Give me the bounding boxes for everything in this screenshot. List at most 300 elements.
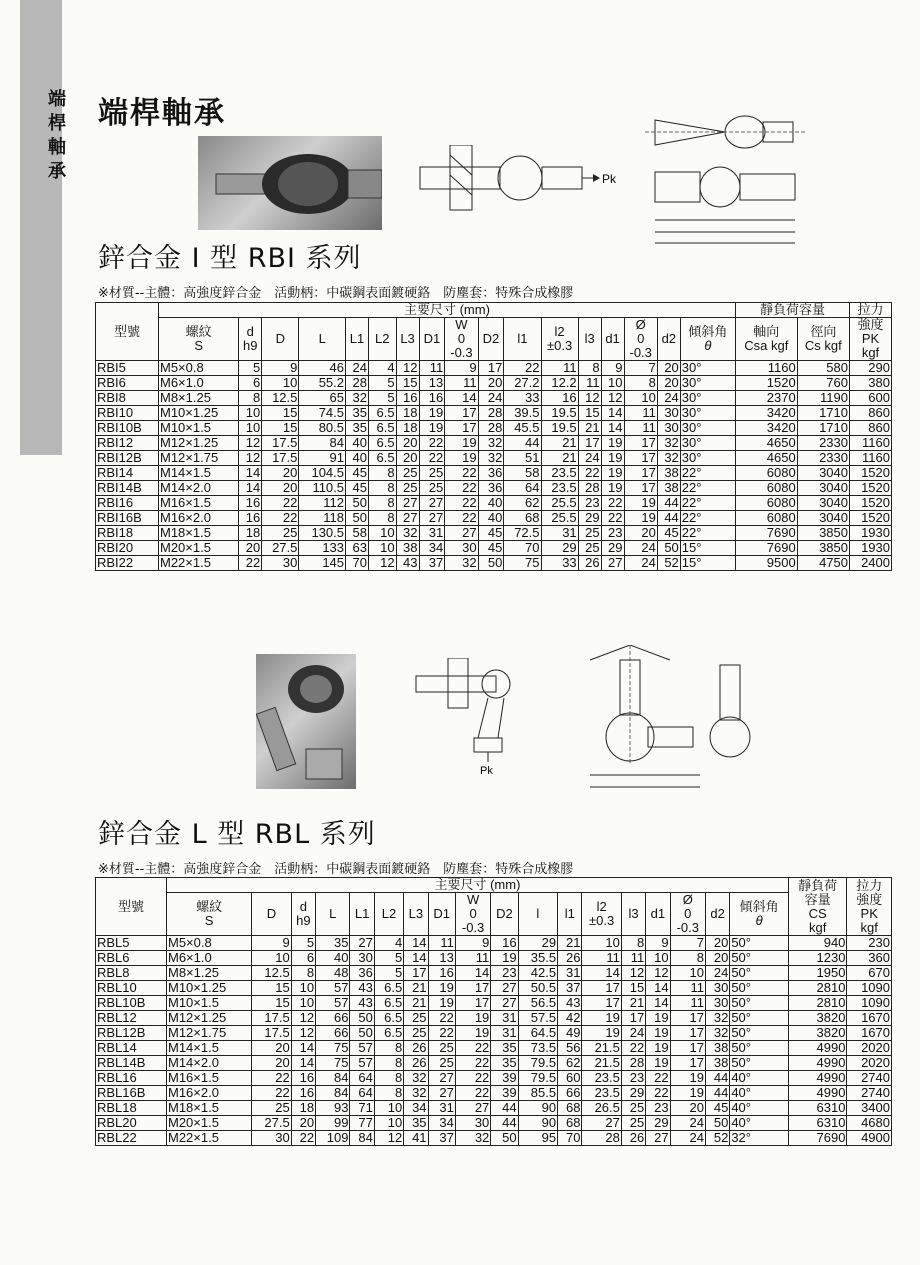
table-cell: 10	[252, 951, 291, 966]
table-cell: 57.5	[518, 1011, 557, 1026]
table-cell: 31	[491, 1026, 518, 1041]
table-cell: 16	[396, 391, 419, 406]
table-cell: 8	[374, 1041, 403, 1056]
rbl-col-d2: d2	[705, 893, 729, 936]
table-cell: 16	[428, 966, 455, 981]
table-cell: 84	[350, 1131, 374, 1146]
table-cell: 24	[670, 1131, 705, 1146]
table-row	[96, 1056, 892, 1071]
rbi-spec-table	[95, 302, 892, 571]
table-cell: 34	[419, 541, 445, 556]
table-cell: 40	[316, 951, 350, 966]
table-cell: RBI16B	[96, 511, 159, 526]
table-cell: 19	[624, 511, 657, 526]
rbi-col-L2: L2	[368, 318, 396, 361]
table-cell: RBL16B	[96, 1086, 167, 1101]
table-cell: 40	[478, 511, 504, 526]
table-cell: 22	[428, 1026, 455, 1041]
table-cell: 37	[428, 1131, 455, 1146]
rbl-col-l3: l3	[621, 893, 645, 936]
table-cell: 1090	[847, 996, 892, 1011]
table-cell: 25	[262, 526, 299, 541]
table-cell: 3850	[797, 526, 849, 541]
table-cell: 14	[601, 421, 624, 436]
table-cell: 32	[657, 436, 680, 451]
table-cell: 32	[445, 556, 478, 571]
table-cell: M12×1.25	[159, 436, 239, 451]
table-cell: 44	[657, 496, 680, 511]
table-cell: 17	[404, 966, 428, 981]
table-cell: 28	[582, 1131, 621, 1146]
table-cell: 9	[601, 361, 624, 376]
table-cell: 84	[316, 1086, 350, 1101]
table-cell: 19	[582, 1011, 621, 1026]
table-cell: 17	[582, 996, 621, 1011]
table-cell: 6.5	[374, 1011, 403, 1026]
table-cell: 39	[491, 1086, 518, 1101]
table-cell: 68	[558, 1116, 582, 1131]
table-row	[96, 1011, 892, 1026]
table-cell: 33	[504, 391, 541, 406]
table-row	[96, 936, 892, 951]
table-cell: 27	[419, 511, 445, 526]
table-cell: 79.5	[518, 1056, 557, 1071]
table-cell: 17	[670, 1041, 705, 1056]
table-cell: 2020	[847, 1041, 892, 1056]
table-cell: 10	[368, 526, 396, 541]
table-cell: 1520	[849, 511, 891, 526]
table-cell: 112	[299, 496, 346, 511]
table-cell: 26	[621, 1131, 645, 1146]
table-cell: 23	[578, 496, 601, 511]
table-cell: 23	[646, 1101, 670, 1116]
table-cell: 2400	[849, 556, 891, 571]
table-cell: 22	[419, 436, 445, 451]
table-cell: 84	[299, 436, 346, 451]
table-cell: RBL10B	[96, 996, 167, 1011]
table-cell: 8	[239, 391, 262, 406]
table-row	[96, 556, 892, 571]
table-cell: 8	[670, 951, 705, 966]
table-cell: 19.5	[541, 406, 578, 421]
table-cell: 37	[419, 556, 445, 571]
table-cell: 44	[491, 1116, 518, 1131]
table-cell: 27	[428, 1086, 455, 1101]
table-cell: 50°	[730, 996, 789, 1011]
table-row	[96, 981, 892, 996]
rbi-col-l1: l1	[504, 318, 541, 361]
table-cell: 8	[291, 966, 315, 981]
table-cell: 19	[419, 406, 445, 421]
table-cell: 760	[797, 376, 849, 391]
page-title: 端桿軸承	[98, 96, 226, 131]
table-row	[96, 1041, 892, 1056]
rbl-col-tilt: 傾斜角 θ	[730, 893, 789, 936]
table-cell: 32	[396, 526, 419, 541]
table-cell: 30°	[680, 421, 735, 436]
rbl-col-phi: Ø 0 -0.3	[670, 893, 705, 936]
table-cell: 31	[558, 966, 582, 981]
rbi-col-D: D	[262, 318, 299, 361]
table-cell: 17	[621, 1011, 645, 1026]
rbi-col-D2: D2	[478, 318, 504, 361]
table-cell: RBI22	[96, 556, 159, 571]
table-cell: 21.5	[582, 1041, 621, 1056]
table-cell: M6×1.0	[159, 376, 239, 391]
table-cell: 50°	[730, 936, 789, 951]
table-cell: 22°	[680, 466, 735, 481]
table-cell: 17	[624, 451, 657, 466]
rbl-col-d: d h9	[291, 893, 315, 936]
table-row	[96, 541, 892, 556]
rbl-col-model: 型號	[96, 878, 167, 936]
table-row	[96, 526, 892, 541]
table-cell: 10	[582, 936, 621, 951]
table-cell: RBL18	[96, 1101, 167, 1116]
table-cell: 44	[657, 511, 680, 526]
table-cell: 28	[478, 406, 504, 421]
table-cell: 43	[396, 556, 419, 571]
table-cell: 8	[368, 496, 396, 511]
table-cell: 44	[705, 1071, 729, 1086]
table-cell: 1090	[847, 981, 892, 996]
table-cell: 36	[478, 466, 504, 481]
table-cell: 30°	[680, 406, 735, 421]
table-row	[96, 996, 892, 1011]
table-cell: 52	[705, 1131, 729, 1146]
table-cell: 22	[262, 496, 299, 511]
table-cell: 32	[455, 1131, 490, 1146]
table-cell: 9	[262, 361, 299, 376]
table-cell: 6080	[735, 466, 797, 481]
table-cell: 70	[346, 556, 369, 571]
table-cell: 27	[428, 1071, 455, 1086]
table-cell: 25	[578, 526, 601, 541]
table-cell: 26	[578, 556, 601, 571]
table-cell: 1190	[797, 391, 849, 406]
table-cell: 10	[239, 406, 262, 421]
table-cell: 25	[396, 466, 419, 481]
table-row	[96, 391, 892, 406]
rbl-col-L1: L1	[350, 893, 374, 936]
table-cell: 22	[291, 1131, 315, 1146]
table-cell: 64	[350, 1086, 374, 1101]
table-cell: 22	[455, 1086, 490, 1101]
rbl-col-L3: L3	[404, 893, 428, 936]
table-cell: M14×1.5	[167, 1041, 252, 1056]
table-cell: M18×1.5	[159, 526, 239, 541]
table-cell: 45	[346, 466, 369, 481]
table-cell: 22°	[680, 481, 735, 496]
table-row	[96, 421, 892, 436]
table-cell: 43	[558, 996, 582, 1011]
table-cell: 8	[368, 481, 396, 496]
table-cell: 90	[518, 1101, 557, 1116]
rbl-col-thread: 螺紋 S	[167, 893, 252, 936]
table-cell: 1710	[797, 406, 849, 421]
table-cell: 20	[239, 541, 262, 556]
table-cell: 16	[291, 1086, 315, 1101]
table-cell: 11	[541, 361, 578, 376]
table-cell: 17	[670, 1056, 705, 1071]
table-cell: 56	[558, 1041, 582, 1056]
rbl-assembly-drawing	[408, 658, 518, 778]
table-cell: 29	[646, 1116, 670, 1131]
table-cell: 63	[346, 541, 369, 556]
table-cell: 16	[239, 511, 262, 526]
table-cell: 22	[646, 1086, 670, 1101]
table-cell: 4990	[788, 1041, 847, 1056]
table-cell: 22	[445, 481, 478, 496]
table-cell: 21	[404, 996, 428, 1011]
table-cell: 14	[291, 1056, 315, 1071]
table-cell: 50	[705, 1116, 729, 1131]
table-cell: 22	[252, 1086, 291, 1101]
table-row	[96, 1131, 892, 1146]
table-cell: RBI12	[96, 436, 159, 451]
table-cell: 380	[849, 376, 891, 391]
table-cell: 20	[252, 1041, 291, 1056]
table-cell: 35	[346, 406, 369, 421]
table-cell: 19	[601, 451, 624, 466]
table-cell: 22	[419, 451, 445, 466]
table-cell: 30	[657, 406, 680, 421]
table-row	[96, 466, 892, 481]
table-cell: 50°	[730, 1041, 789, 1056]
table-cell: M22×1.5	[167, 1131, 252, 1146]
table-cell: 44	[705, 1086, 729, 1101]
table-cell: 43	[350, 981, 374, 996]
table-cell: 2810	[788, 996, 847, 1011]
table-cell: 5	[368, 391, 396, 406]
table-cell: RBL20	[96, 1116, 167, 1131]
table-cell: 49	[558, 1026, 582, 1041]
table-cell: 32	[404, 1086, 428, 1101]
table-cell: 15	[252, 996, 291, 1011]
table-cell: 45	[705, 1101, 729, 1116]
rbl-col-l: l	[518, 893, 557, 936]
table-cell: 42	[558, 1011, 582, 1026]
table-cell: 27.5	[262, 541, 299, 556]
table-cell: 34	[404, 1101, 428, 1116]
table-cell: 70	[504, 541, 541, 556]
table-cell: 20	[252, 1056, 291, 1071]
table-cell: 22	[445, 466, 478, 481]
table-cell: 30	[455, 1116, 490, 1131]
table-cell: 14	[646, 981, 670, 996]
table-cell: 22	[578, 466, 601, 481]
rbi-col-tensile: 拉力	[849, 303, 891, 318]
table-cell: 24	[624, 541, 657, 556]
rbi-col-D1: D1	[419, 318, 445, 361]
table-cell: M14×2.0	[167, 1056, 252, 1071]
table-cell: 45	[478, 526, 504, 541]
rbi-material-note: ※材質--主體：高強度鋅合金 活動柄：中碳鋼表面鍍硬鉻 防塵套：特殊合成橡膠	[98, 286, 574, 301]
side-tab-label: 端桿軸承	[48, 89, 66, 182]
table-cell: 50°	[730, 1011, 789, 1026]
table-cell: 50	[491, 1131, 518, 1146]
table-cell: 1950	[788, 966, 847, 981]
table-cell: 45	[657, 526, 680, 541]
table-cell: M6×1.0	[167, 951, 252, 966]
table-cell: 25	[419, 481, 445, 496]
table-cell: 290	[849, 361, 891, 376]
table-cell: 4990	[788, 1086, 847, 1101]
table-cell: 11	[670, 981, 705, 996]
table-cell: M8×1.25	[167, 966, 252, 981]
table-cell: 28	[621, 1056, 645, 1071]
table-cell: 4680	[847, 1116, 892, 1131]
table-cell: 12	[368, 556, 396, 571]
table-cell: 11	[419, 361, 445, 376]
table-cell: 15	[396, 376, 419, 391]
table-cell: 19	[646, 1026, 670, 1041]
table-cell: 12	[621, 966, 645, 981]
table-row	[96, 1086, 892, 1101]
table-cell: 31	[541, 526, 578, 541]
table-cell: 21	[541, 436, 578, 451]
table-cell: 66	[316, 1026, 350, 1041]
table-cell: 20	[670, 1101, 705, 1116]
table-cell: 20	[291, 1116, 315, 1131]
rbl-col-dims-group: 主要尺寸 (mm)	[167, 878, 789, 893]
table-cell: M20×1.5	[167, 1116, 252, 1131]
table-cell: 2020	[847, 1056, 892, 1071]
table-cell: 19	[445, 451, 478, 466]
table-cell: 3400	[847, 1101, 892, 1116]
table-cell: 940	[788, 936, 847, 951]
rbi-table-body	[96, 361, 892, 571]
table-cell: 7690	[735, 526, 797, 541]
table-cell: 9	[455, 936, 490, 951]
table-cell: 27	[396, 496, 419, 511]
table-cell: 17	[624, 481, 657, 496]
table-cell: 19	[646, 1056, 670, 1071]
table-cell: 32	[404, 1071, 428, 1086]
rbl-pk-label: Pk	[480, 765, 493, 777]
table-cell: 28	[478, 421, 504, 436]
table-cell: 84	[316, 1071, 350, 1086]
table-cell: 99	[316, 1116, 350, 1131]
table-cell: 3040	[797, 511, 849, 526]
table-cell: 19	[646, 1041, 670, 1056]
table-cell: 35	[491, 1041, 518, 1056]
table-cell: 75	[504, 556, 541, 571]
table-cell: 8	[374, 1086, 403, 1101]
table-cell: 1670	[847, 1011, 892, 1026]
table-cell: 56.5	[518, 996, 557, 1011]
table-cell: 14	[291, 1041, 315, 1056]
table-cell: 360	[847, 951, 892, 966]
table-cell: 11	[624, 406, 657, 421]
rbi-col-L3: L3	[396, 318, 419, 361]
table-cell: 22	[445, 496, 478, 511]
table-cell: 57	[350, 1056, 374, 1071]
rbi-col-l2: l2 ±0.3	[541, 318, 578, 361]
table-cell: 1520	[735, 376, 797, 391]
table-cell: 55.2	[299, 376, 346, 391]
table-cell: 27	[396, 511, 419, 526]
table-cell: 16	[541, 391, 578, 406]
table-cell: 25	[428, 1056, 455, 1071]
table-cell: 18	[239, 526, 262, 541]
table-cell: 30°	[680, 451, 735, 466]
table-cell: 23.5	[582, 1086, 621, 1101]
table-cell: RBL14B	[96, 1056, 167, 1071]
table-cell: 22°	[680, 511, 735, 526]
table-cell: 38	[396, 541, 419, 556]
table-cell: 15	[621, 981, 645, 996]
table-cell: 19.5	[541, 421, 578, 436]
table-cell: 11	[621, 951, 645, 966]
rbl-col-tensile: 拉力 強度 PK kgf	[847, 878, 892, 936]
table-cell: 25.5	[541, 496, 578, 511]
table-cell: 40°	[730, 1101, 789, 1116]
table-cell: 19	[455, 1011, 490, 1026]
table-cell: 30	[350, 951, 374, 966]
table-cell: 50	[657, 541, 680, 556]
rbi-pk-label: Pk	[602, 172, 617, 186]
table-cell: RBL16	[96, 1071, 167, 1086]
table-cell: 23.5	[582, 1071, 621, 1086]
table-cell: RBL10	[96, 981, 167, 996]
table-cell: 18	[396, 406, 419, 421]
table-cell: 1520	[849, 481, 891, 496]
table-cell: 104.5	[299, 466, 346, 481]
rbl-col-l2: l2 ±0.3	[582, 893, 621, 936]
rbi-col-W: W 0 -0.3	[445, 318, 478, 361]
table-row	[96, 451, 892, 466]
table-cell: 41	[404, 1131, 428, 1146]
table-cell: 14	[601, 406, 624, 421]
table-cell: 44	[504, 436, 541, 451]
rbi-col-L: L	[299, 318, 346, 361]
rbl-table-body	[96, 936, 892, 1146]
rbl-col-L2: L2	[374, 893, 403, 936]
table-cell: 22	[239, 556, 262, 571]
table-cell: 30	[705, 981, 729, 996]
table-cell: 22	[252, 1071, 291, 1086]
table-cell: 6310	[788, 1116, 847, 1131]
table-cell: RBI18	[96, 526, 159, 541]
table-cell: 45	[478, 541, 504, 556]
table-cell: 12	[291, 1026, 315, 1041]
table-cell: 19	[428, 996, 455, 1011]
table-cell: 3850	[797, 541, 849, 556]
table-cell: 1930	[849, 541, 891, 556]
rbl-col-L: L	[316, 893, 350, 936]
rbl-col-d1: d1	[646, 893, 670, 936]
table-cell: 17	[445, 406, 478, 421]
table-cell: 17.5	[262, 451, 299, 466]
table-cell: RBL22	[96, 1131, 167, 1146]
table-cell: 4	[374, 936, 403, 951]
table-cell: 12	[396, 361, 419, 376]
table-cell: 6.5	[368, 436, 396, 451]
table-cell: 29	[578, 511, 601, 526]
table-cell: 27	[491, 996, 518, 1011]
table-cell: RBI8	[96, 391, 159, 406]
table-cell: 21	[621, 996, 645, 1011]
table-cell: 22	[445, 511, 478, 526]
table-cell: 8	[368, 511, 396, 526]
table-cell: 109	[316, 1131, 350, 1146]
table-cell: 32	[705, 1026, 729, 1041]
table-cell: RBI10B	[96, 421, 159, 436]
rbi-dimension-drawing	[645, 100, 805, 248]
table-cell: 38	[657, 481, 680, 496]
table-cell: RBL12B	[96, 1026, 167, 1041]
